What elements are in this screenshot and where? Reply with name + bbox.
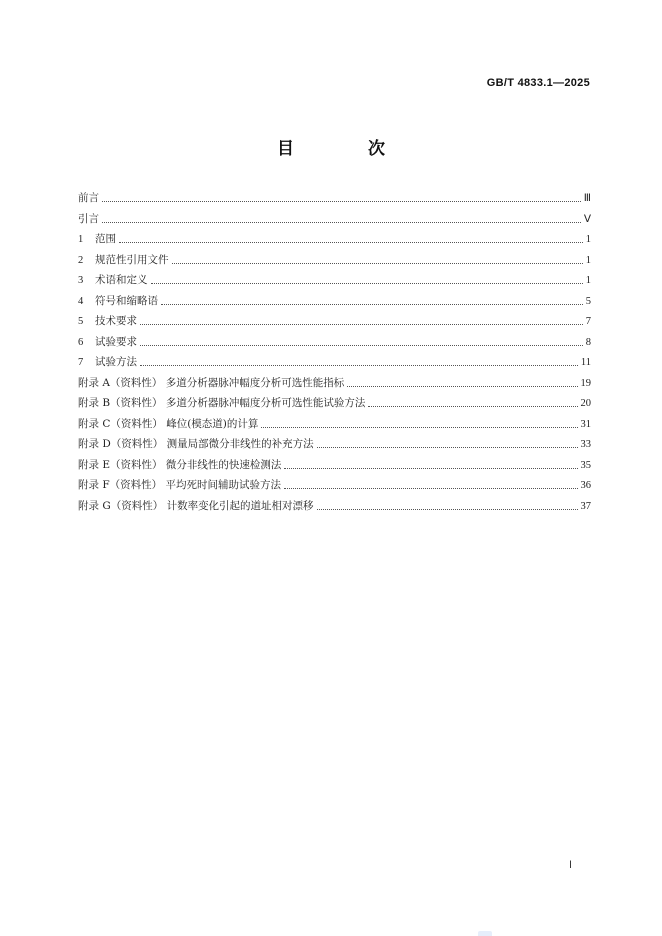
- toc-entry-page: 37: [580, 500, 591, 512]
- page-number: Ⅰ: [569, 860, 572, 871]
- toc-entry-number: 3: [78, 275, 84, 286]
- toc-dot-leader: [172, 262, 583, 264]
- toc-entry-page: 8: [585, 336, 591, 348]
- toc-entry-page: 1: [585, 275, 591, 286]
- toc-dot-leader: [140, 364, 578, 366]
- toc-entry-number: 5: [78, 316, 84, 327]
- toc-entry-label: 附录 G（资料性） 计数率变化引起的道址相对漂移: [78, 499, 314, 512]
- toc-entry-number: 7: [78, 357, 84, 368]
- toc-entry[interactable]: [78, 475, 591, 496]
- toc-dot-leader: [151, 282, 583, 284]
- toc-entry-page: 11: [580, 357, 591, 368]
- toc-entry-label: 技术要求: [95, 315, 137, 327]
- toc-dot-leader: [317, 508, 578, 510]
- toc-dot-leader: [119, 241, 583, 243]
- toc-entry-page: 19: [580, 377, 591, 389]
- toc-entry-label: 范围: [95, 233, 116, 245]
- toc-entry-page: 20: [580, 398, 591, 409]
- toc-entry[interactable]: [78, 496, 591, 517]
- toc-entry-page: 36: [580, 480, 591, 491]
- toc-entry-label: 附录 D（资料性） 测量局部微分非线性的补充方法: [78, 438, 314, 450]
- toc-dot-leader: [347, 385, 577, 387]
- page-title: 目 次: [277, 139, 419, 159]
- toc-entry[interactable]: [78, 250, 591, 271]
- toc-entry-label: 引言: [78, 212, 99, 225]
- toc-entry-page: 33: [580, 439, 591, 450]
- toc-dot-leader: [102, 221, 581, 223]
- toc-entry[interactable]: [78, 434, 591, 455]
- toc-entry-page: Ⅴ: [583, 213, 591, 225]
- toc-entry[interactable]: [78, 393, 591, 414]
- table-of-contents: [78, 188, 591, 516]
- toc-entry[interactable]: [78, 209, 591, 230]
- toc-entry-page: 1: [585, 254, 591, 266]
- toc-entry-label: 术语和定义: [95, 274, 148, 286]
- toc-entry-label: 前言: [78, 192, 99, 204]
- toc-entry-page: Ⅲ: [583, 193, 591, 204]
- standard-number: GB/T 4833.1—2025: [486, 77, 590, 89]
- toc-entry-label: 附录 E（资料性） 微分非线性的快速检测法: [78, 458, 282, 471]
- toc-entry[interactable]: [78, 311, 591, 332]
- toc-dot-leader: [284, 467, 577, 469]
- toc-entry[interactable]: [78, 270, 591, 291]
- toc-entry-number: 2: [78, 254, 84, 266]
- toc-entry[interactable]: [78, 188, 591, 209]
- toc-entry-page: 7: [585, 316, 591, 327]
- toc-dot-leader: [317, 446, 578, 448]
- toc-entry-number: 6: [78, 336, 84, 348]
- toc-entry-page: 35: [580, 459, 591, 471]
- toc-entry-label: 附录 A（资料性） 多道分析器脉冲幅度分析可选性能指标: [78, 376, 345, 389]
- toc-dot-leader: [140, 323, 583, 325]
- toc-entry-label: 附录 C（资料性） 峰位(模态道)的计算: [78, 417, 259, 430]
- toc-entry-number: 1: [78, 234, 84, 245]
- toc-entry-label: 试验要求: [95, 335, 137, 348]
- toc-entry-page: 1: [585, 234, 591, 245]
- toc-entry[interactable]: [78, 373, 591, 394]
- toc-dot-leader: [161, 303, 583, 305]
- toc-entry[interactable]: [78, 352, 591, 373]
- toc-entry-page: 5: [585, 295, 591, 307]
- toc-entry[interactable]: [78, 291, 591, 312]
- toc-entry[interactable]: [78, 455, 591, 476]
- scan-artifact: [478, 931, 492, 936]
- toc-entry-label: 符号和缩略语: [95, 294, 158, 307]
- toc-dot-leader: [368, 405, 577, 407]
- toc-dot-leader: [284, 487, 578, 489]
- toc-entry-page: 31: [580, 418, 591, 430]
- toc-entry-label: 试验方法: [95, 356, 137, 368]
- toc-entry-label: 附录 B（资料性） 多道分析器脉冲幅度分析可选性能试验方法: [78, 397, 366, 409]
- toc-dot-leader: [102, 200, 581, 202]
- toc-dot-leader: [261, 426, 577, 428]
- toc-dot-leader: [140, 344, 583, 346]
- toc-entry[interactable]: [78, 229, 591, 250]
- toc-entry[interactable]: [78, 414, 591, 435]
- toc-entry[interactable]: [78, 332, 591, 353]
- toc-entry-label: 附录 F（资料性） 平均死时间辅助试验方法: [78, 479, 281, 491]
- toc-entry-number: 4: [78, 295, 84, 307]
- toc-entry-label: 规范性引用文件: [95, 253, 169, 266]
